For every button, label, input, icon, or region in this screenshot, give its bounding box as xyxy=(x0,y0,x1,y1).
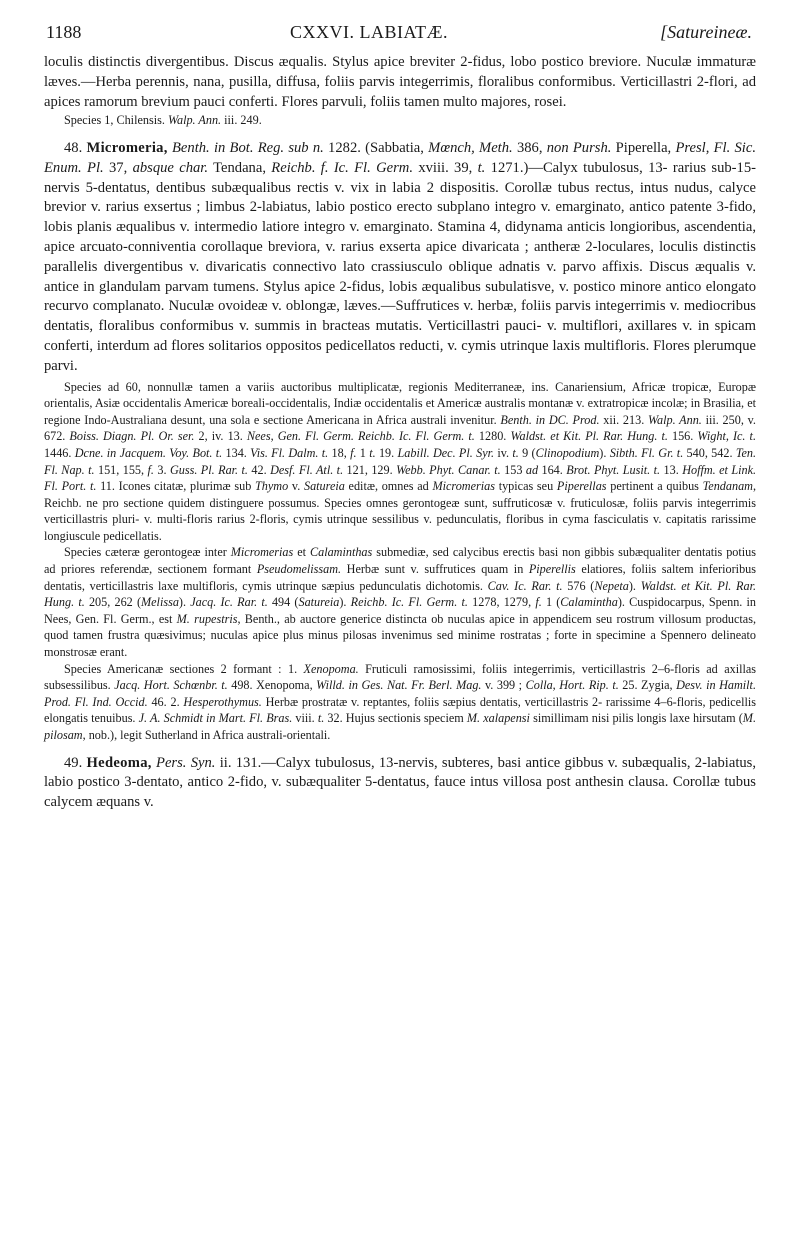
italic-text: Reichb. f. Ic. Fl. Germ. xyxy=(271,159,413,176)
text-run: 164. xyxy=(538,462,567,477)
text-run: 49. xyxy=(64,754,87,771)
text-run: 498. Xenopoma, xyxy=(227,678,317,693)
italic-text: Desf. Fl. Atl. t. xyxy=(270,462,344,477)
italic-text: Brot. Phyt. Lusit. t. xyxy=(566,462,661,477)
italic-text: Clinopodium xyxy=(535,445,600,460)
text-run: iii. 250, v. 672. xyxy=(44,412,756,444)
text-run: 48. xyxy=(64,139,87,156)
italic-text: Jacq. Ic. Rar. t. xyxy=(190,595,268,610)
italic-text: Waldst. et Kit. Pl. Rar. Hung. t. xyxy=(44,578,757,610)
italic-text: Hesperothymus. xyxy=(183,694,262,709)
italic-text: t. xyxy=(317,711,325,726)
italic-text: t. xyxy=(369,445,376,460)
italic-text: Benth. in DC. Prod. xyxy=(500,412,600,427)
italic-text: Benth. in Bot. Reg. sub n. xyxy=(172,139,324,156)
italic-text: Tendanam xyxy=(702,479,753,494)
italic-text: Nepeta xyxy=(594,578,629,593)
genus-name: Hedeoma, xyxy=(86,754,152,771)
text-run: pertinent a quibus xyxy=(606,479,703,494)
text-run: v. xyxy=(288,479,304,494)
text-run: iii. 249. xyxy=(221,113,262,128)
text-run: 18, xyxy=(328,445,351,460)
text-run: editæ, omnes ad xyxy=(344,479,433,494)
text-run: 32. Hujus sectionis speciem xyxy=(324,711,467,726)
note-paragraph xyxy=(44,379,756,545)
text-run: 576 ( xyxy=(562,578,595,593)
italic-text: f. xyxy=(147,462,154,477)
italic-text: J. A. Schmidt in Mart. Fl. Bras. xyxy=(138,711,293,726)
text-run: 13. xyxy=(660,462,683,477)
italic-text: absque char. xyxy=(132,159,209,176)
text-run: 1278, 1279, xyxy=(467,595,536,610)
description-paragraph xyxy=(44,53,756,112)
text-run: 42. xyxy=(247,462,271,477)
italic-text: ad xyxy=(525,462,539,477)
italic-text: Xenopoma. xyxy=(303,661,359,676)
text-run: 3. xyxy=(153,462,170,477)
text-run: ). xyxy=(178,595,191,610)
italic-text: Jacq. Hort. Schœnbr. t. xyxy=(114,678,228,693)
italic-text: t. xyxy=(512,445,519,460)
italic-text: Ten. Fl. Nap. t. xyxy=(44,445,757,477)
italic-text: Micromerias xyxy=(230,545,294,560)
text-run: 134. xyxy=(222,445,251,460)
text-run: 1446. xyxy=(44,445,75,460)
text-run: 1 xyxy=(356,445,370,460)
italic-text: Piperellis xyxy=(528,562,576,577)
genus-name: Micromeria, xyxy=(86,139,168,156)
text-run: Species 1, Chilensis. xyxy=(64,113,168,128)
text-run: xii. 213. xyxy=(599,412,648,427)
italic-text: t. xyxy=(477,159,486,176)
text-run: 25. Zygia, xyxy=(618,678,677,693)
text-run: , nob.), legit Sutherland in Africa australi-orientali. xyxy=(82,728,331,743)
text-run: 2, iv. 13. xyxy=(194,429,247,444)
note-paragraph xyxy=(44,112,756,129)
text-run: 1271.)—Calyx tubulosus, 13- rarius sub-15-nervis 5-dentatus, dentibus subæqualibus rectis v. vix in labia 2 dispositis. Corollæ tubus rectus, intus nudus, calyce brevior v. rarius exsertus ; limbus 2-labiatus, labio postico erecto subplano integro v. emarginato, antico patente 3-fido, lobis planis æqualibus v. intermedio latiore integro v. emarginato. Stamina 4, didynama anticis longioribus, ascendentia, apice arcuato-conniventia corollaque breviora, v. rarius exserta apice divaricata ; antheræ 2-loculares, loculis distinctis parallelis divergentibus v. divaricatis connectivo lato crassiusculo oblique adnatis v. parvo affixis. Discus æqualis v. antice in glandulam parvam tumens. Stylus apice 2-fidus, lobis æqualibus subulatisve, v. postico minore antico elongato recurvo complanato. Nuculæ ovoideæ v. oblongæ, læves.—Suffrutices v. herbæ, foliis parvis integerrimis v. mediocribus dentatis, floralibus conformibus v. summis in bracteas mutatis. Verticillastri pauci- v. multiflori, axillares v. in spicam conferti, interdum ad flores solitarios oppositos pedicellatos reducti, v. cymis utrinque laxis multifloris. Flores plerumque parvi. xyxy=(44,159,756,374)
italic-text: f. xyxy=(535,595,542,610)
italic-text: Piperellas xyxy=(556,479,607,494)
text-run: 494 ( xyxy=(267,595,299,610)
text-run: Species cæteræ gerontogeæ inter xyxy=(64,545,231,560)
text-run: xviii. 39, xyxy=(412,159,478,176)
italic-text: Micromerias xyxy=(432,479,495,494)
text-run: elatiores, foliis saltem inferioribus dentatis, verticillastris laxe multifloris, cymis utrinque sæpius pedunculatis dichotomis. xyxy=(44,562,757,593)
page-body xyxy=(44,53,756,813)
italic-text: Cav. Ic. Rar. t. xyxy=(487,578,563,593)
text-run: Species ad 60, nonnullæ tamen a variis auctoribus multiplicatæ, regionis Mediterraneæ, ins. Canariensium, Africæ tropicæ, Europæ orientalis, Asiæ occidentalis Americæ boreali-occidentalis, Indiæ occidentalis et Americæ australis montanæ v. extratropicæ incolæ; in Brasilia, et regione Indo-Australiana desunt, una sola e sectione Americana in Africa australi invenitur. xyxy=(44,379,756,427)
italic-text: Dcne. in Jacquem. Voy. Bot. t. xyxy=(74,445,223,460)
text-run: 151, 155, xyxy=(94,462,148,477)
text-run: Piperella, xyxy=(611,139,676,156)
italic-text: Nees, Gen. Fl. Germ. Reichb. Ic. Fl. Germ. t. xyxy=(246,429,475,444)
italic-text: Hoffm. et Link. Fl. Port. t. xyxy=(44,462,757,494)
text-run: typicas seu xyxy=(494,479,557,494)
italic-text: Boiss. Diagn. Pl. Or. ser. xyxy=(69,429,195,444)
italic-text: Pseudomelissam. xyxy=(256,562,342,577)
italic-text: Walp. Ann. xyxy=(167,113,222,128)
text-run: ). xyxy=(599,445,610,460)
text-run: 156. xyxy=(667,429,698,444)
italic-text: Calaminthas xyxy=(309,545,373,560)
text-run: 1280. xyxy=(474,429,511,444)
text-run: ). Cuspidocarpus, Spenn. in Nees, Gen. Fl. Germ., est xyxy=(44,595,757,626)
italic-text: non Pursh. xyxy=(546,139,612,156)
italic-text: Guss. Pl. Rar. t. xyxy=(169,462,248,477)
text-run: ). xyxy=(339,595,351,610)
italic-text: Melissa xyxy=(141,595,179,610)
italic-text: Pers. Syn. xyxy=(156,754,216,771)
text-run: Herbæ sunt v. suffrutices quam in xyxy=(341,562,529,577)
text-run: Fruticuli ramosissimi, foliis integerrimis, verticillastris 2–6-floris ad axillas subsessilibus. xyxy=(44,661,757,693)
italic-text: Reichb. Ic. Fl. Germ. t. xyxy=(350,595,468,610)
italic-text: Colla, Hort. Rip. t. xyxy=(525,678,619,693)
italic-text: Satureia xyxy=(298,595,340,610)
italic-text: Walp. Ann. xyxy=(648,412,702,427)
italic-text: Wight, Ic. t. xyxy=(697,429,756,444)
italic-text: Thymo xyxy=(255,479,289,494)
text-run: loculis distinctis divergentibus. Discus æqualis. Stylus apice breviter 2-fidus, lobo postico breviore. Nuculæ immaturæ læves.—Herba perennis, nana, pusilla, diffusa, foliis parvis integerrimis, floralibus conformibus. Verticillastri 2-flori, ad apices ramorum brevium pauci conferti. Flores parvuli, foliis tamen multo majores, rosei. xyxy=(44,54,756,110)
text-run: v. 399 ; xyxy=(481,678,526,693)
text-run: , Reichb. ne pro sectione quidem distinguere possumus. Species omnes gerontogeæ sunt, suffruticosæ v. fruticulosæ, foliis parvis integerrimis verticillastris pluri- v. multi-floris rarius 2-floris, cymis utrinque sessilibus v. pedunculatis, floribus in cyma fasciculatis v. capitatis rarissime longiuscule pedicellatis. xyxy=(44,479,757,543)
italic-text: f. xyxy=(350,445,357,460)
italic-text: Calamintha xyxy=(560,595,618,610)
text-run: ii. 131.—Calyx tubulosus, 13-nervis, subteres, basi antice gibbus v. subæqualis, 2-labiatus, labio postico 3-dentato, antico 2-fido, v. subæqualiter 5-dentatus, fauce intus villosa post anthesin clausa. Corollæ tubus calycem æquans v. xyxy=(44,754,756,811)
italic-text: Webb. Phyt. Canar. t. xyxy=(396,462,501,477)
text-run: 46. 2. xyxy=(147,694,184,709)
text-run: , Benth., ab auctore generice distincta ob nuculas apice in appendicem seu rostrum villosum productas, quod tamen frustra quæsivimus; nuculas apice plus minus pilosas invenimus sed minime rostratas ; forte in specimine a Spennero delineato monstrosæ erant. xyxy=(44,611,757,660)
description-paragraph xyxy=(44,754,756,813)
description-paragraph xyxy=(44,139,756,377)
italic-text: M. xalapensi xyxy=(466,711,530,726)
text-run: simillimam nisi pilis longis laxe hirsutam ( xyxy=(529,711,743,726)
italic-text: Willd. in Ges. Nat. Fr. Berl. Mag. xyxy=(316,678,482,693)
text-run: 153 xyxy=(500,462,526,477)
running-header xyxy=(44,22,756,43)
tribe-name: [Satureineæ. xyxy=(660,22,752,42)
text-run: et xyxy=(293,545,310,560)
text-run: iv. xyxy=(494,445,513,460)
italic-text: Sibth. Fl. Gr. t. xyxy=(609,445,684,460)
italic-text: Satureia xyxy=(303,479,345,494)
note-paragraph xyxy=(44,661,756,744)
text-run: Species Americanæ sectiones 2 formant : 1. xyxy=(64,661,304,676)
italic-text: M. pilosam xyxy=(44,711,756,743)
italic-text: Vis. Fl. Dalm. t. xyxy=(250,445,329,460)
text-run: 37, xyxy=(103,159,133,176)
italic-text: Mœnch, Meth. xyxy=(428,139,513,156)
text-run: 9 ( xyxy=(518,445,536,460)
text-run: 1 ( xyxy=(541,595,561,610)
text-run: viii. xyxy=(292,711,318,726)
italic-text: M. rupestris xyxy=(176,611,238,626)
chapter-title: CXXVI. LABIATÆ. xyxy=(290,22,448,42)
text-run: 121, 129. xyxy=(343,462,397,477)
text-run: 205, 262 ( xyxy=(84,595,141,610)
text-run: ). xyxy=(628,578,641,593)
page-number: 1188 xyxy=(46,22,82,42)
italic-text: Presl, Fl. Sic. Enum. Pl. xyxy=(44,139,756,176)
text-run: 386, xyxy=(512,139,547,156)
italic-text: Labill. Dec. Pl. Syr. xyxy=(397,445,495,460)
text-run: 1282. (Sabbatia, xyxy=(323,139,429,156)
text-run: Tendana, xyxy=(208,159,272,176)
text-run: 11. Icones citatæ, plurimæ sub xyxy=(96,479,256,494)
text-run: submediæ, sed calycibus erectis basi non gibbis subæqualiter dentatis potius ad priores referendæ, sectionem formant xyxy=(44,545,757,577)
italic-text: Waldst. et Kit. Pl. Rar. Hung. t. xyxy=(510,429,668,444)
note-paragraph xyxy=(44,544,756,660)
italic-text: Desv. in Hamilt. Prod. Fl. Ind. Occid. xyxy=(44,678,756,709)
text-run: 540, 542. xyxy=(683,445,736,460)
text-run: 19. xyxy=(375,445,398,460)
text-run: Herbæ prostratæ v. reptantes, foliis sæpius dentatis, verticillastris 2- rarissime 4–6-floris, pedicellis elongatis tenuibus. xyxy=(44,694,756,726)
